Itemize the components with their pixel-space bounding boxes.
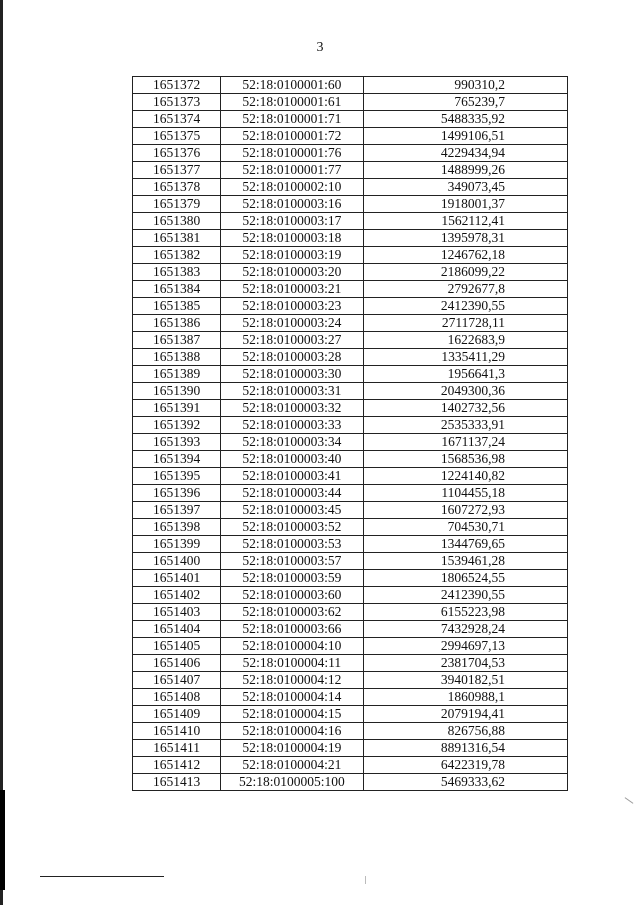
- cadastral-number-cell: 52:18:0100004:11: [221, 655, 363, 672]
- cadastral-value-cell: 704530,71: [363, 519, 568, 536]
- table-row: [133, 434, 568, 451]
- cadastral-number-cell: 52:18:0100003:21: [221, 281, 363, 298]
- cadastral-value-cell: 5488335,92: [363, 111, 568, 128]
- cadastral-number-cell: 52:18:0100003:40: [221, 451, 363, 468]
- record-number-cell: 1651402: [133, 587, 221, 604]
- table-row: [133, 349, 568, 366]
- cadastral-value-cell: 765239,7: [363, 94, 568, 111]
- cadastral-value-cell: 6155223,98: [363, 604, 568, 621]
- record-number-cell: 1651382: [133, 247, 221, 264]
- table-row: [133, 604, 568, 621]
- scan-left-edge: [0, 0, 3, 905]
- cadastral-number-cell: 52:18:0100003:28: [221, 349, 363, 366]
- table-row: [133, 621, 568, 638]
- table-row: [133, 111, 568, 128]
- table-row: [133, 94, 568, 111]
- cadastral-value-cell: 1607272,93: [363, 502, 568, 519]
- cadastral-number-cell: 52:18:0100003:27: [221, 332, 363, 349]
- record-number-cell: 1651380: [133, 213, 221, 230]
- cadastral-number-cell: 52:18:0100003:19: [221, 247, 363, 264]
- cadastral-number-cell: 52:18:0100003:60: [221, 587, 363, 604]
- cadastral-value-cell: 1860988,1: [363, 689, 568, 706]
- table-row: [133, 638, 568, 655]
- record-number-cell: 1651397: [133, 502, 221, 519]
- cadastral-number-cell: 52:18:0100003:20: [221, 264, 363, 281]
- table-body: [133, 77, 568, 791]
- record-number-cell: 1651377: [133, 162, 221, 179]
- cadastral-number-cell: 52:18:0100003:45: [221, 502, 363, 519]
- table-row: [133, 553, 568, 570]
- table-row: [133, 247, 568, 264]
- cadastral-number-cell: 52:18:0100001:71: [221, 111, 363, 128]
- record-number-cell: 1651398: [133, 519, 221, 536]
- cadastral-value-cell: 2994697,13: [363, 638, 568, 655]
- cadastral-value-cell: 1918001,37: [363, 196, 568, 213]
- table-row: [133, 417, 568, 434]
- cadastral-value-cell: 1402732,56: [363, 400, 568, 417]
- table-row: [133, 230, 568, 247]
- cadastral-number-cell: 52:18:0100004:16: [221, 723, 363, 740]
- record-number-cell: 1651400: [133, 553, 221, 570]
- cadastral-value-cell: 1499106,51: [363, 128, 568, 145]
- page-number: 3: [316, 40, 324, 55]
- record-number-cell: 1651389: [133, 366, 221, 383]
- cadastral-number-cell: 52:18:0100003:32: [221, 400, 363, 417]
- record-number-cell: 1651393: [133, 434, 221, 451]
- footnote-separator: [40, 876, 164, 877]
- cadastral-value-cell: 990310,2: [363, 77, 568, 94]
- table-row: [133, 77, 568, 94]
- table-row: [133, 536, 568, 553]
- record-number-cell: 1651373: [133, 94, 221, 111]
- record-number-cell: 1651386: [133, 315, 221, 332]
- table-row: [133, 145, 568, 162]
- record-number-cell: 1651385: [133, 298, 221, 315]
- cadastral-number-cell: 52:18:0100001:60: [221, 77, 363, 94]
- table-row: [133, 757, 568, 774]
- cadastral-number-cell: 52:18:0100004:15: [221, 706, 363, 723]
- table-row: [133, 298, 568, 315]
- record-number-cell: 1651375: [133, 128, 221, 145]
- cadastral-number-cell: 52:18:0100003:62: [221, 604, 363, 621]
- record-number-cell: 1651410: [133, 723, 221, 740]
- cadastral-number-cell: 52:18:0100005:100: [221, 774, 363, 791]
- cadastral-value-cell: 1224140,82: [363, 468, 568, 485]
- cadastral-number-cell: 52:18:0100001:77: [221, 162, 363, 179]
- cadastral-value-cell: 1335411,29: [363, 349, 568, 366]
- table-row: [133, 128, 568, 145]
- cadastral-value-cell: 4229434,94: [363, 145, 568, 162]
- record-number-cell: 1651412: [133, 757, 221, 774]
- cadastral-value-cell: 2079194,41: [363, 706, 568, 723]
- record-number-cell: 1651406: [133, 655, 221, 672]
- table-row: [133, 689, 568, 706]
- cadastral-number-cell: 52:18:0100003:16: [221, 196, 363, 213]
- cadastral-value-cell: 1246762,18: [363, 247, 568, 264]
- cadastral-number-cell: 52:18:0100004:10: [221, 638, 363, 655]
- cadastral-value-cell: 1568536,98: [363, 451, 568, 468]
- table-row: [133, 179, 568, 196]
- table-row: [133, 162, 568, 179]
- record-number-cell: 1651387: [133, 332, 221, 349]
- cadastral-value-cell: 2381704,53: [363, 655, 568, 672]
- cadastral-value-cell: 3940182,51: [363, 672, 568, 689]
- record-number-cell: 1651401: [133, 570, 221, 587]
- record-number-cell: 1651405: [133, 638, 221, 655]
- record-number-cell: 1651378: [133, 179, 221, 196]
- record-number-cell: 1651409: [133, 706, 221, 723]
- cadastral-number-cell: 52:18:0100003:52: [221, 519, 363, 536]
- cadastral-value-cell: 826756,88: [363, 723, 568, 740]
- cadastral-value-cell: 1622683,9: [363, 332, 568, 349]
- cadastral-number-cell: 52:18:0100003:33: [221, 417, 363, 434]
- table-row: [133, 519, 568, 536]
- record-number-cell: 1651413: [133, 774, 221, 791]
- table-row: [133, 655, 568, 672]
- cadastral-number-cell: 52:18:0100003:30: [221, 366, 363, 383]
- record-number-cell: 1651404: [133, 621, 221, 638]
- table-row: [133, 502, 568, 519]
- cadastral-value-cell: 2711728,11: [363, 315, 568, 332]
- record-number-cell: 1651376: [133, 145, 221, 162]
- table-row: [133, 706, 568, 723]
- record-number-cell: 1651411: [133, 740, 221, 757]
- table-row: [133, 332, 568, 349]
- table-row: [133, 672, 568, 689]
- cadastral-value-cell: 2792677,8: [363, 281, 568, 298]
- record-number-cell: 1651379: [133, 196, 221, 213]
- table-row: [133, 570, 568, 587]
- cadastral-number-cell: 52:18:0100002:10: [221, 179, 363, 196]
- record-number-cell: 1651396: [133, 485, 221, 502]
- record-number-cell: 1651392: [133, 417, 221, 434]
- cadastral-number-cell: 52:18:0100003:53: [221, 536, 363, 553]
- scan-artifact: [625, 797, 634, 804]
- scan-left-edge-shadow: [0, 790, 5, 890]
- table-row: [133, 264, 568, 281]
- record-number-cell: 1651394: [133, 451, 221, 468]
- cadastral-value-cell: 1104455,18: [363, 485, 568, 502]
- table-row: [133, 723, 568, 740]
- cadastral-number-cell: 52:18:0100004:21: [221, 757, 363, 774]
- table-row: [133, 468, 568, 485]
- table-row: [133, 315, 568, 332]
- record-number-cell: 1651384: [133, 281, 221, 298]
- record-number-cell: 1651372: [133, 77, 221, 94]
- cadastral-number-cell: 52:18:0100003:34: [221, 434, 363, 451]
- table-row: [133, 587, 568, 604]
- cadastral-number-cell: 52:18:0100003:57: [221, 553, 363, 570]
- table-row: [133, 281, 568, 298]
- cadastral-number-cell: 52:18:0100003:59: [221, 570, 363, 587]
- cadastral-number-cell: 52:18:0100003:31: [221, 383, 363, 400]
- record-number-cell: 1651374: [133, 111, 221, 128]
- cadastral-value-cell: 1488999,26: [363, 162, 568, 179]
- cadastral-value-cell: 1344769,65: [363, 536, 568, 553]
- cadastral-value-cell: 7432928,24: [363, 621, 568, 638]
- cadastral-number-cell: 52:18:0100003:44: [221, 485, 363, 502]
- cadastral-number-cell: 52:18:0100003:18: [221, 230, 363, 247]
- table-row: [133, 213, 568, 230]
- record-number-cell: 1651407: [133, 672, 221, 689]
- record-number-cell: 1651388: [133, 349, 221, 366]
- cadastral-value-cell: 5469333,62: [363, 774, 568, 791]
- record-number-cell: 1651408: [133, 689, 221, 706]
- cadastral-number-cell: 52:18:0100001:61: [221, 94, 363, 111]
- table-row: [133, 366, 568, 383]
- record-number-cell: 1651383: [133, 264, 221, 281]
- record-number-cell: 1651399: [133, 536, 221, 553]
- cadastral-value-cell: 6422319,78: [363, 757, 568, 774]
- cadastral-value-cell: 349073,45: [363, 179, 568, 196]
- table-row: [133, 774, 568, 791]
- record-number-cell: 1651395: [133, 468, 221, 485]
- cadastral-number-cell: 52:18:0100003:23: [221, 298, 363, 315]
- cadastral-value-cell: 1395978,31: [363, 230, 568, 247]
- cadastral-value-cell: 1562112,41: [363, 213, 568, 230]
- record-number-cell: 1651403: [133, 604, 221, 621]
- table-row: [133, 451, 568, 468]
- cadastral-value-cell: 1806524,55: [363, 570, 568, 587]
- table-row: [133, 740, 568, 757]
- cadastral-number-cell: 52:18:0100004:14: [221, 689, 363, 706]
- cadastral-number-cell: 52:18:0100001:76: [221, 145, 363, 162]
- cadastral-value-table: [132, 76, 568, 791]
- cadastral-number-cell: 52:18:0100003:17: [221, 213, 363, 230]
- table-row: [133, 400, 568, 417]
- table-row: [133, 383, 568, 400]
- cadastral-number-cell: 52:18:0100003:66: [221, 621, 363, 638]
- cadastral-value-cell: 8891316,54: [363, 740, 568, 757]
- cadastral-value-cell: 2186099,22: [363, 264, 568, 281]
- cadastral-value-cell: 2049300,36: [363, 383, 568, 400]
- table-row: [133, 196, 568, 213]
- cadastral-number-cell: 52:18:0100004:12: [221, 672, 363, 689]
- cadastral-value-cell: 1539461,28: [363, 553, 568, 570]
- cadastral-value-cell: 2412390,55: [363, 298, 568, 315]
- cadastral-number-cell: 52:18:0100003:41: [221, 468, 363, 485]
- record-number-cell: 1651381: [133, 230, 221, 247]
- table-row: [133, 485, 568, 502]
- cadastral-number-cell: 52:18:0100003:24: [221, 315, 363, 332]
- cadastral-value-cell: 2535333,91: [363, 417, 568, 434]
- scan-artifact: [365, 876, 366, 884]
- cadastral-value-cell: 2412390,55: [363, 587, 568, 604]
- cadastral-number-cell: 52:18:0100001:72: [221, 128, 363, 145]
- record-number-cell: 1651390: [133, 383, 221, 400]
- cadastral-value-cell: 1956641,3: [363, 366, 568, 383]
- record-number-cell: 1651391: [133, 400, 221, 417]
- cadastral-value-cell: 1671137,24: [363, 434, 568, 451]
- cadastral-number-cell: 52:18:0100004:19: [221, 740, 363, 757]
